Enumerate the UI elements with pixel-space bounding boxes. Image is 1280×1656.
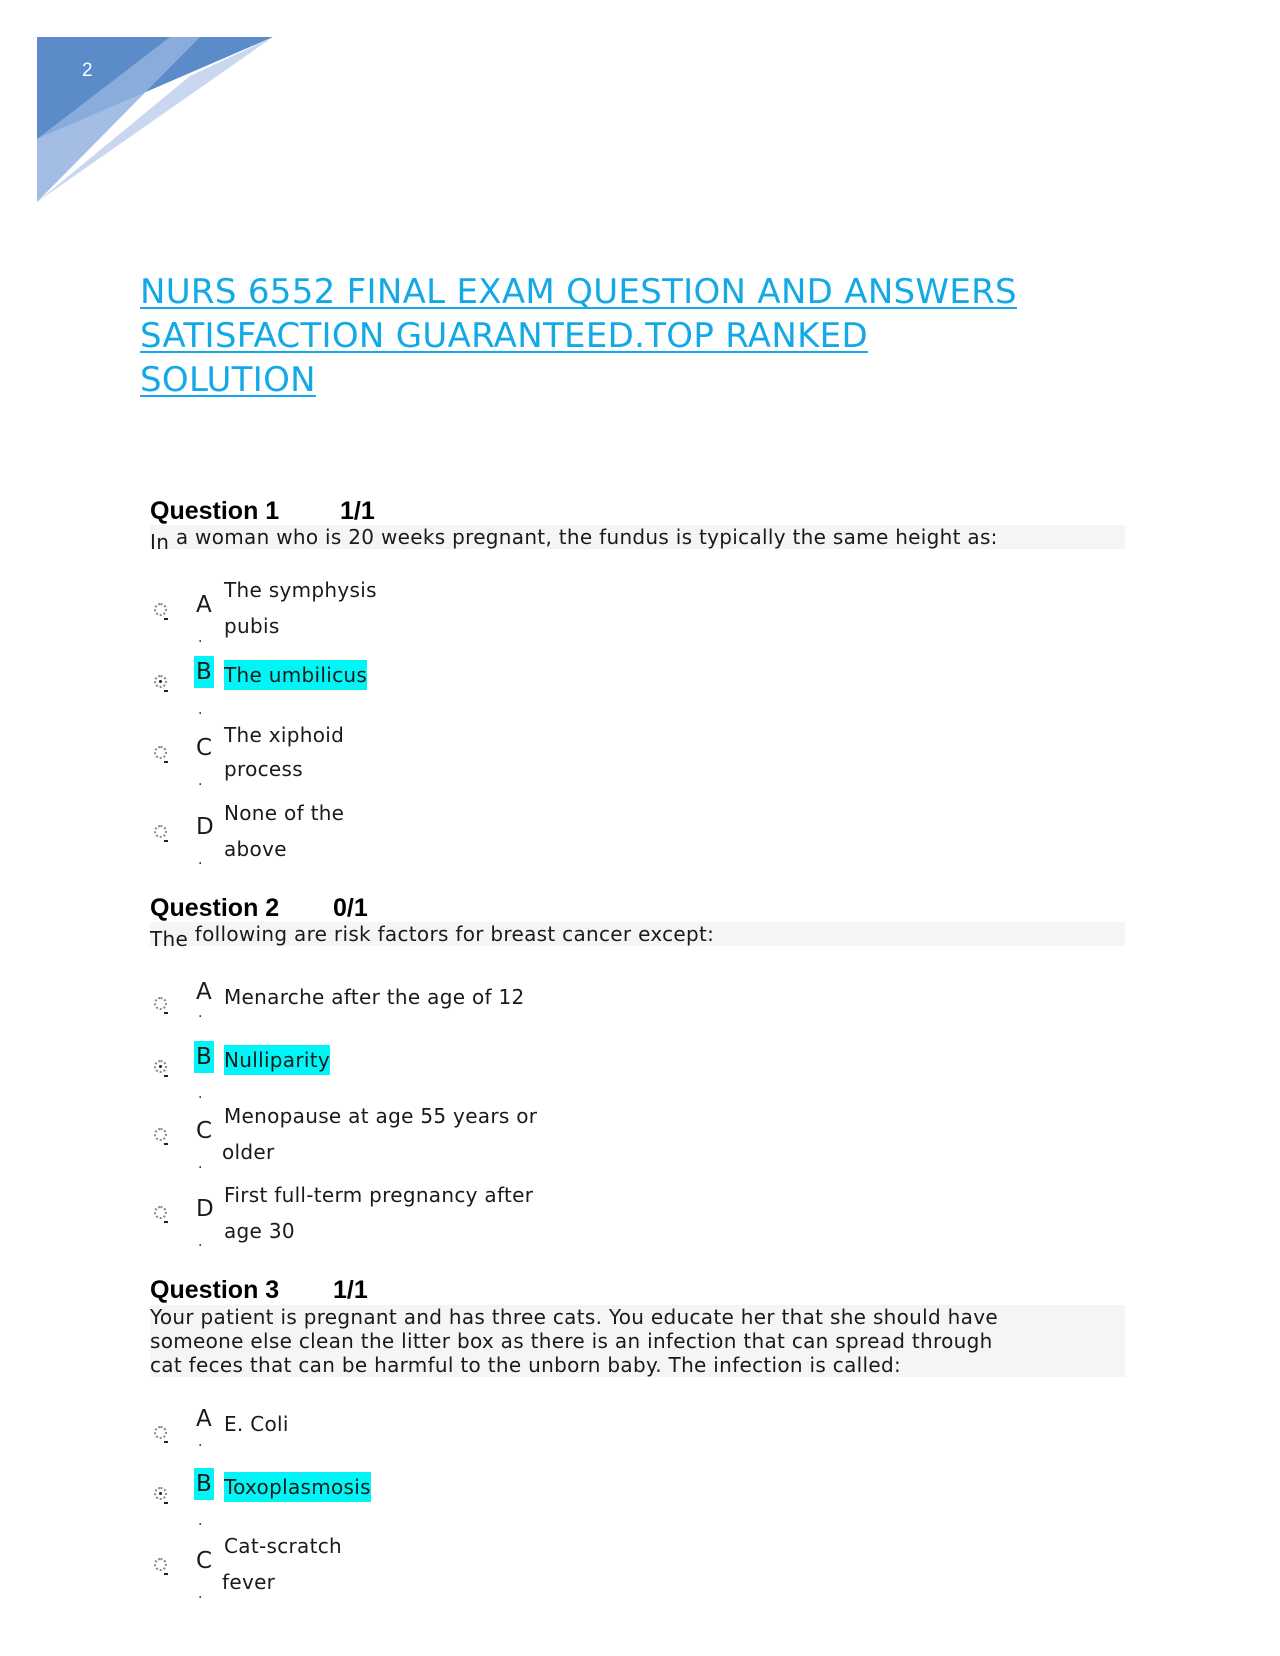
question-2-text-first: The xyxy=(150,927,189,951)
question-1-text-rest: a woman who is 20 weeks pregnant, the fundus is typically the same height as: xyxy=(169,525,998,549)
q1-option-a-text-2: pubis xyxy=(224,614,280,638)
q3-option-a-radio[interactable] xyxy=(154,1426,167,1439)
q3-option-a-letter: A xyxy=(196,1406,212,1432)
q1-option-b[interactable]: B The umbilicus . xyxy=(150,662,850,722)
q2-option-b-radio[interactable] xyxy=(154,1060,167,1073)
q2-option-c-letter: C xyxy=(196,1118,213,1144)
q2-option-c-radio[interactable] xyxy=(154,1128,167,1141)
q2-option-b-letter: B xyxy=(194,1041,214,1073)
question-2-text-rest: following are risk factors for breast cancer except: xyxy=(188,922,715,946)
q1-option-d-radio[interactable] xyxy=(154,825,167,838)
question-2-text xyxy=(150,922,1125,951)
q1-option-d-letter: D xyxy=(196,814,214,840)
q1-option-c-text-2: process xyxy=(224,757,303,781)
q1-option-c-letter: C xyxy=(196,735,213,761)
q3-option-b[interactable]: B Toxoplasmosis . xyxy=(150,1475,850,1535)
question-1-text xyxy=(150,525,1125,554)
question-2-score: 0/1 xyxy=(333,894,368,922)
title-line-3[interactable]: SOLUTION xyxy=(140,360,316,400)
q2-option-b[interactable]: B Nulliparity . xyxy=(150,1048,850,1108)
title-line-1[interactable]: NURS 6552 FINAL EXAM QUESTION AND ANSWERS xyxy=(140,272,1017,312)
q1-option-d[interactable]: D None of the above . xyxy=(150,800,850,860)
q1-option-c-radio[interactable] xyxy=(154,746,167,759)
question-1-score: 1/1 xyxy=(340,497,375,525)
q2-option-a-text: Menarche after the age of 12 xyxy=(224,985,525,1009)
question-3-text-line-2: someone else clean the litter box as there is an infection that can spread through xyxy=(150,1329,993,1353)
q2-option-d-text-2: age 30 xyxy=(224,1219,295,1243)
question-3-label: Question 3 xyxy=(150,1276,280,1304)
q1-option-a-letter: A xyxy=(196,592,212,618)
q3-option-a-text: E. Coli xyxy=(224,1412,289,1436)
q2-option-a[interactable]: A Menarche after the age of 12 . xyxy=(150,985,850,1045)
q1-option-a[interactable]: A The symphysis pubis . xyxy=(150,578,850,638)
question-1-text-first: In xyxy=(150,530,170,554)
q2-option-d[interactable]: D First full-term pregnancy after age 30 . xyxy=(150,1183,850,1243)
q1-option-c-text: The xiphoid xyxy=(224,723,345,747)
q2-option-d-text: First full-term pregnancy after xyxy=(224,1183,534,1207)
q3-option-b-text: Toxoplasmosis xyxy=(224,1472,371,1502)
question-2-header xyxy=(150,894,368,923)
q2-option-b-text: Nulliparity xyxy=(224,1045,330,1075)
q2-option-c[interactable]: C Menopause at age 55 years or older . xyxy=(150,1104,850,1164)
question-1-label: Question 1 xyxy=(150,497,280,525)
question-3-text xyxy=(150,1305,1125,1377)
q1-option-d-text: None of the xyxy=(224,801,345,825)
q2-option-d-radio[interactable] xyxy=(154,1206,167,1219)
q2-option-a-radio[interactable] xyxy=(154,997,167,1010)
q3-option-a[interactable]: A E. Coli . xyxy=(150,1412,850,1472)
q3-option-c-text: Cat-scratch xyxy=(224,1534,342,1558)
q3-option-b-radio[interactable] xyxy=(154,1487,167,1500)
title-line-2[interactable]: SATISFACTION GUARANTEED.TOP RANKED xyxy=(140,316,868,356)
document-title[interactable] xyxy=(140,270,1140,402)
question-3-text-line-1: Your patient is pregnant and has three cats. You educate her that she should have xyxy=(150,1305,998,1329)
corner-decoration xyxy=(0,0,280,210)
page-number: 2 xyxy=(82,60,93,81)
q1-option-b-text: The umbilicus xyxy=(224,660,367,690)
q2-option-c-text-2: older xyxy=(222,1140,275,1164)
question-1-header xyxy=(150,497,375,526)
q3-option-c[interactable]: C Cat-scratch fever . xyxy=(150,1534,850,1594)
question-3-header xyxy=(150,1276,368,1305)
q3-option-c-letter: C xyxy=(196,1548,213,1574)
q1-option-b-radio[interactable] xyxy=(154,675,167,688)
question-3-score: 1/1 xyxy=(333,1276,368,1304)
q1-option-a-radio[interactable] xyxy=(154,603,167,616)
question-2-label: Question 2 xyxy=(150,894,280,922)
q3-option-c-radio[interactable] xyxy=(154,1558,167,1571)
q2-option-d-letter: D xyxy=(196,1196,214,1222)
q1-option-c[interactable]: C The xiphoid process . xyxy=(150,719,850,779)
q3-option-b-letter: B xyxy=(194,1468,214,1500)
q2-option-a-letter: A xyxy=(196,979,212,1005)
q3-option-c-text-2: fever xyxy=(222,1570,276,1594)
question-3-text-line-3: cat feces that can be harmful to the unborn baby. The infection is called: xyxy=(150,1353,901,1377)
q1-option-a-text: The symphysis xyxy=(224,578,377,602)
q2-option-c-text: Menopause at age 55 years or xyxy=(224,1104,538,1128)
q1-option-b-letter: B xyxy=(194,656,214,688)
q1-option-d-text-2: above xyxy=(224,837,287,861)
